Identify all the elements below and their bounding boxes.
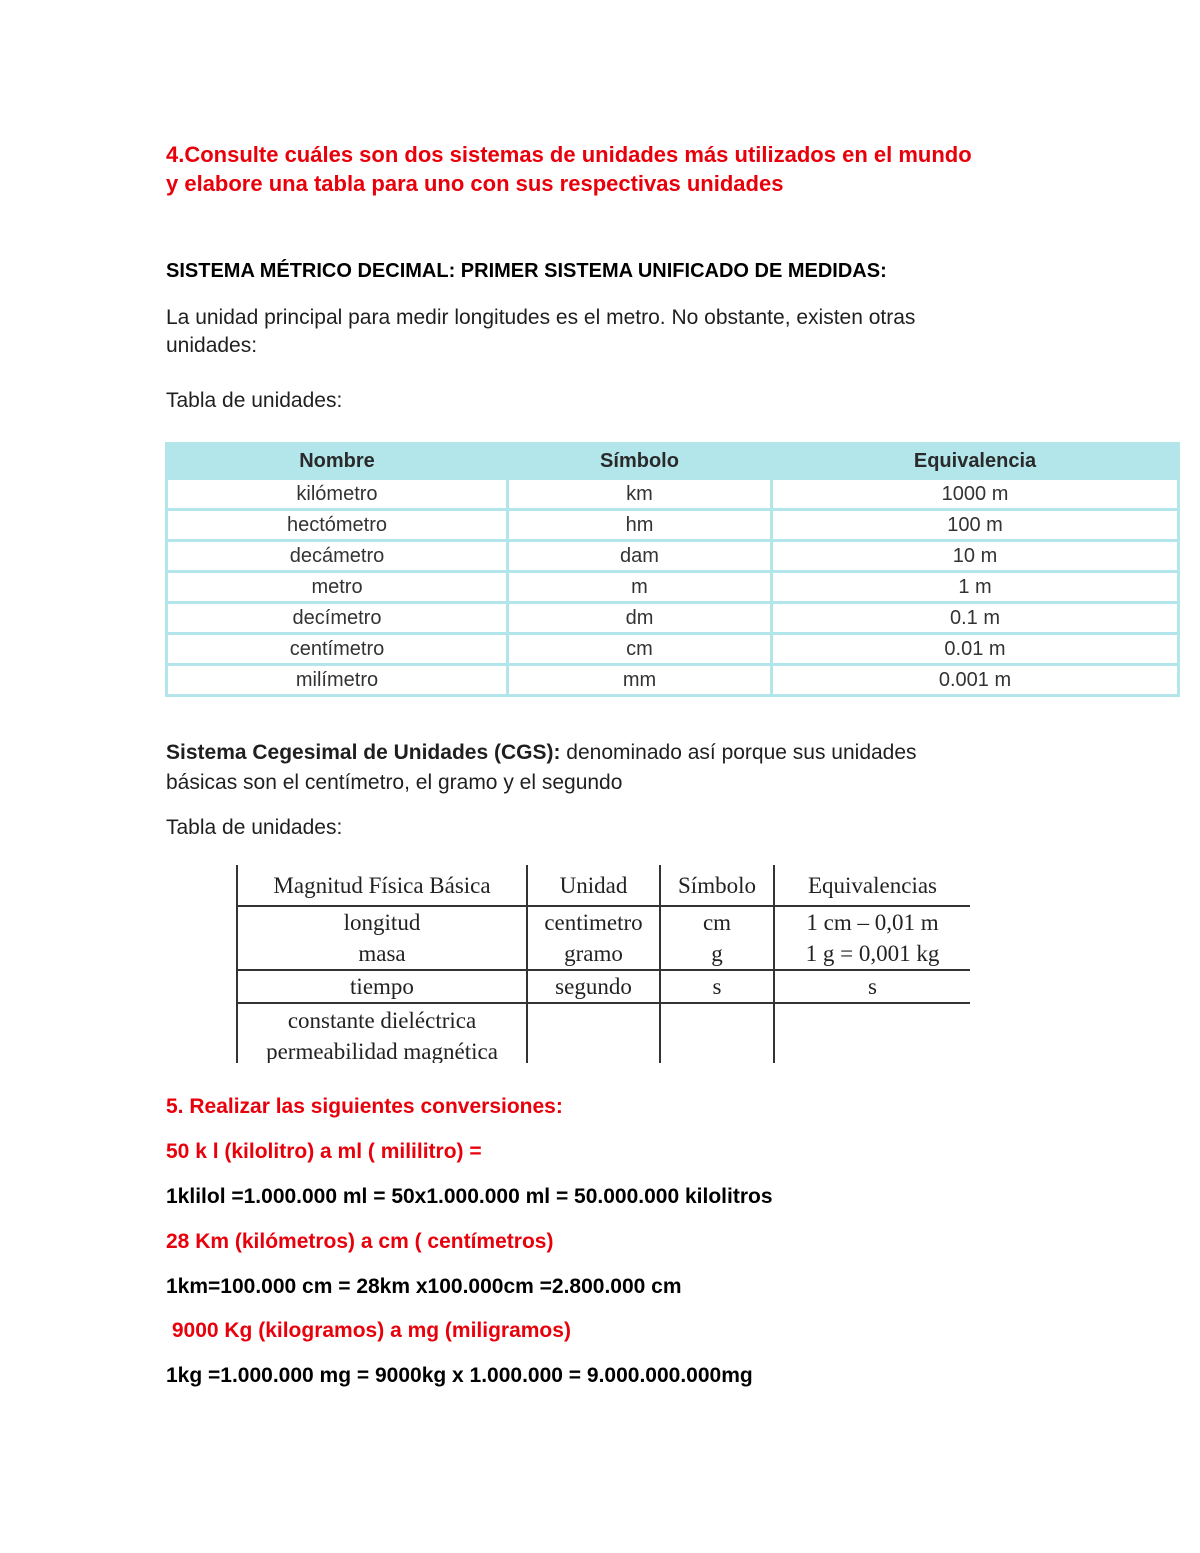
cgs-table-caption: Tabla de unidades: [166, 816, 343, 839]
unit-name: kilómetro [167, 479, 508, 510]
question-4-line-2: y elabore una tabla para uno con sus respectivas unidades [166, 171, 784, 196]
unit-equivalence: 1 m [772, 572, 1179, 603]
table-row [167, 479, 1179, 510]
conversion-prompt: 50 k l (kilolitro) a ml ( mililitro) = [166, 1140, 482, 1163]
metric-header-equivalencia: Equivalencia [772, 444, 1179, 479]
metric-header-nombre: Nombre [167, 444, 508, 479]
metric-system-heading: SISTEMA MÉTRICO DECIMAL: PRIMER SISTEMA UNIFICADO DE MEDIDAS: [166, 260, 887, 282]
unit-name: centímetro [167, 634, 508, 665]
metric-table-header-row [167, 444, 1179, 479]
metric-table-caption: Tabla de unidades: [166, 389, 343, 412]
cgs-heading-rest: denominado así porque sus unidades [560, 741, 917, 764]
unit-equivalence: 1000 m [772, 479, 1179, 510]
cgs-symbol [660, 1003, 774, 1063]
cgs-symbol: cm g [660, 906, 774, 970]
table-row [237, 1003, 970, 1063]
unit-equivalence: 10 m [772, 541, 1179, 572]
table-row [167, 510, 1179, 541]
metric-paragraph-line-2: unidades: [166, 334, 258, 357]
cgs-heading: Sistema Cegesimal de Unidades (CGS): [166, 741, 561, 764]
metric-paragraph-line-1: La unidad principal para medir longitudes es el metro. No obstante, existen otras [166, 306, 916, 329]
unit-symbol: hm [508, 510, 772, 541]
unit-name: decímetro [167, 603, 508, 634]
table-row [167, 603, 1179, 634]
cgs-equivalence: s [774, 970, 970, 1003]
unit-symbol: km [508, 479, 772, 510]
metric-units-table [165, 442, 1180, 697]
unit-equivalence: 0.01 m [772, 634, 1179, 665]
cgs-equivalence [774, 1003, 970, 1063]
cgs-magnitude: tiempo [237, 970, 527, 1003]
cgs-equivalence: 1 cm – 0,01 m 1 g = 0,001 kg [774, 906, 970, 970]
question-5-title: 5. Realizar las siguientes conversiones: [166, 1095, 563, 1118]
table-row [237, 906, 970, 970]
table-row [237, 970, 970, 1003]
table-row [167, 541, 1179, 572]
conversion-answer: 1km=100.000 cm = 28km x100.000cm =2.800.000 cm [166, 1275, 682, 1298]
cgs-paragraph-line-1 [166, 739, 917, 767]
cgs-unit [527, 1003, 660, 1063]
cgs-magnitude: constante dieléctrica permeabilidad magnética [237, 1003, 527, 1063]
conversion-answer: 1kg =1.000.000 mg = 9000kg x 1.000.000 = 9.000.000.000mg [166, 1364, 753, 1387]
unit-name: decámetro [167, 541, 508, 572]
unit-equivalence: 100 m [772, 510, 1179, 541]
cgs-header-simbolo: Símbolo [660, 865, 774, 906]
unit-name: hectómetro [167, 510, 508, 541]
cgs-paragraph-line-2: básicas son el centímetro, el gramo y el segundo [166, 771, 623, 794]
table-row [167, 634, 1179, 665]
cgs-unit: centimetro gramo [527, 906, 660, 970]
cgs-header-unidad: Unidad [527, 865, 660, 906]
cgs-table-header-row [237, 865, 970, 906]
cgs-header-magnitud: Magnitud Física Básica [237, 865, 527, 906]
cgs-header-equivalencias: Equivalencias [774, 865, 970, 906]
unit-symbol: cm [508, 634, 772, 665]
unit-symbol: dm [508, 603, 772, 634]
cgs-units-table [236, 865, 970, 1063]
conversion-prompt: 9000 Kg (kilogramos) a mg (miligramos) [166, 1319, 571, 1342]
cgs-table-image [236, 865, 970, 1063]
cgs-magnitude: longitud masa [237, 906, 527, 970]
unit-symbol: m [508, 572, 772, 603]
unit-equivalence: 0.1 m [772, 603, 1179, 634]
conversion-answer: 1klilol =1.000.000 ml = 50x1.000.000 ml = 50.000.000 kilolitros [166, 1185, 773, 1208]
conversion-prompt: 28 Km (kilómetros) a cm ( centímetros) [166, 1230, 554, 1253]
table-row [167, 572, 1179, 603]
unit-equivalence: 0.001 m [772, 665, 1179, 696]
metric-header-simbolo: Símbolo [508, 444, 772, 479]
unit-name: milímetro [167, 665, 508, 696]
unit-symbol: dam [508, 541, 772, 572]
question-4-line-1: 4.Consulte cuáles son dos sistemas de unidades más utilizados en el mundo [166, 142, 972, 167]
cgs-symbol: s [660, 970, 774, 1003]
table-row [167, 665, 1179, 696]
unit-symbol: mm [508, 665, 772, 696]
unit-name: metro [167, 572, 508, 603]
cgs-unit: segundo [527, 970, 660, 1003]
